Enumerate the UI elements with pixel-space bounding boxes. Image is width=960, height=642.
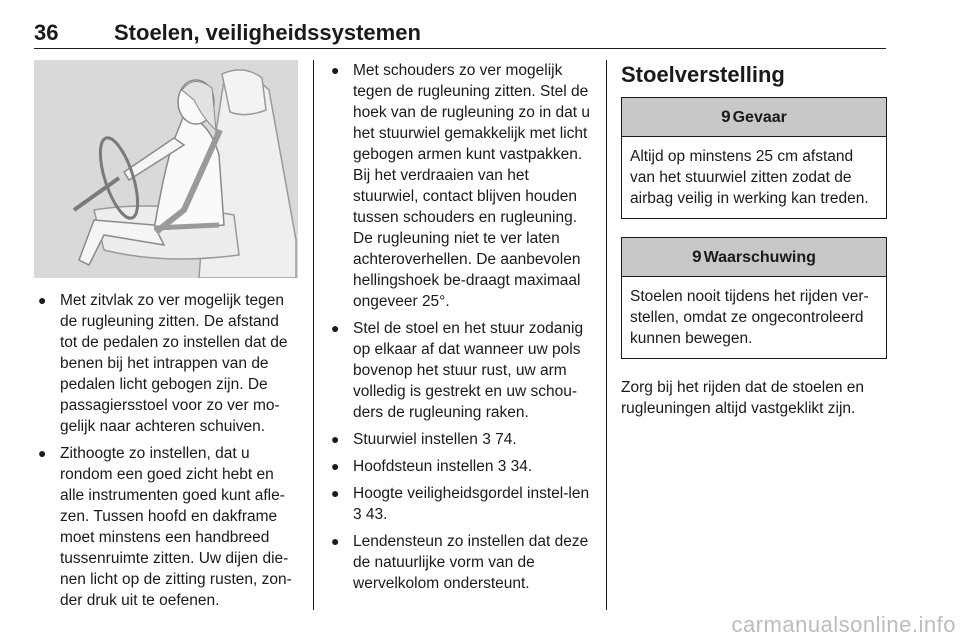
column-2: [327, 60, 591, 600]
list-item: ● Stel de stoel en het stuur zodanig op elkaar af dat wanneer uw pols bovenop het stuur rust, uw arm volledig is gestrekt en uw schou-ders de rugleuning raken.: [331, 320, 584, 421]
page-title: Stoelen, veiligheidssystemen: [114, 20, 421, 45]
column-divider: [313, 60, 314, 610]
section-title: Stoelverstelling: [621, 62, 785, 87]
warning-label: Waarschuwing: [703, 249, 816, 266]
list-item: ● Stuurwiel instellen 3 74.: [331, 431, 517, 448]
danger-header: [622, 98, 886, 137]
note-text: Zorg bij het rijden dat de stoelen en rugleuningen altijd vastgeklikt zijn.: [621, 379, 864, 417]
adjustment-list: [34, 290, 298, 611]
list-item: ● Lendensteun zo instellen dat deze de natuurlijke vorm van de wervelkolom ondersteunt.: [331, 533, 589, 592]
list-item: ● Met zitvlak zo ver mogelijk tegen de rugleuning zitten. De afstand tot de pedalen zo instellen dat de benen bij het intrappen van de pedalen licht gebogen zijn. De passagiersstoel voor zo ver mo-gelijk naar achteren schuiven.: [38, 292, 288, 435]
cross-reference-link[interactable]: Hoofdsteun instellen 3 34.: [353, 458, 533, 475]
column-3: [621, 60, 887, 419]
warning-triangle-icon: 9: [692, 247, 702, 266]
adjustment-list: [327, 60, 591, 594]
list-item: ● Zithoogte zo instellen, dat u rondom een goed zicht hebt en alle instrumenten goed kunt afle-zen. Tussen hoofd en dakframe moet minstens een handbreed tussenruimte zitten. Uw dijen die-nen licht op de zitting rusten, zon-der druk uit te oefenen.: [38, 445, 292, 609]
danger-label: Gevaar: [732, 109, 787, 126]
cross-reference-link[interactable]: Stuurwiel instellen 3 74.: [353, 431, 517, 448]
watermark: carmanualsonline.info: [731, 612, 956, 637]
danger-text: Altijd op minstens 25 cm afstand van het stuurwiel zitten zodat de airbag veilig in werking kan treden.: [630, 148, 869, 207]
list-item: ● Hoogte veiligheidsgordel instel-len 3 43.: [331, 485, 590, 523]
column-divider: [606, 60, 607, 610]
seat-position-illustration: [34, 60, 298, 278]
column-1: [34, 60, 298, 617]
warning-triangle-icon: 9: [721, 107, 731, 126]
warning-text: Stoelen nooit tijdens het rijden ver-stellen, omdat ze ongecontroleerd kunnen bewegen.: [630, 288, 869, 347]
page-number: 36: [34, 20, 59, 45]
warning-header: [622, 238, 886, 277]
warning-box: [621, 237, 887, 359]
list-item: ● Hoofdsteun instellen 3 34.: [331, 458, 533, 475]
cross-reference-link[interactable]: Hoogte veiligheidsgordel instel-len 3 43.: [353, 485, 590, 523]
danger-box: [621, 97, 887, 219]
page-header: [34, 16, 886, 49]
list-item: ● Met schouders zo ver mogelijk tegen de rugleuning zitten. Stel de hoek van de rugleuning zo in dat u het stuurwiel gemakkelijk met licht gebogen armen kunt vastpakken. Bij het verdraaien van het stuurwiel, contact blijven houden tussen schouders en rugleuning. De rugleuning niet te ver laten achteroverhellen. De aanbevolen hellingshoek be-draagt maximaal ongeveer 25°.: [331, 62, 590, 310]
